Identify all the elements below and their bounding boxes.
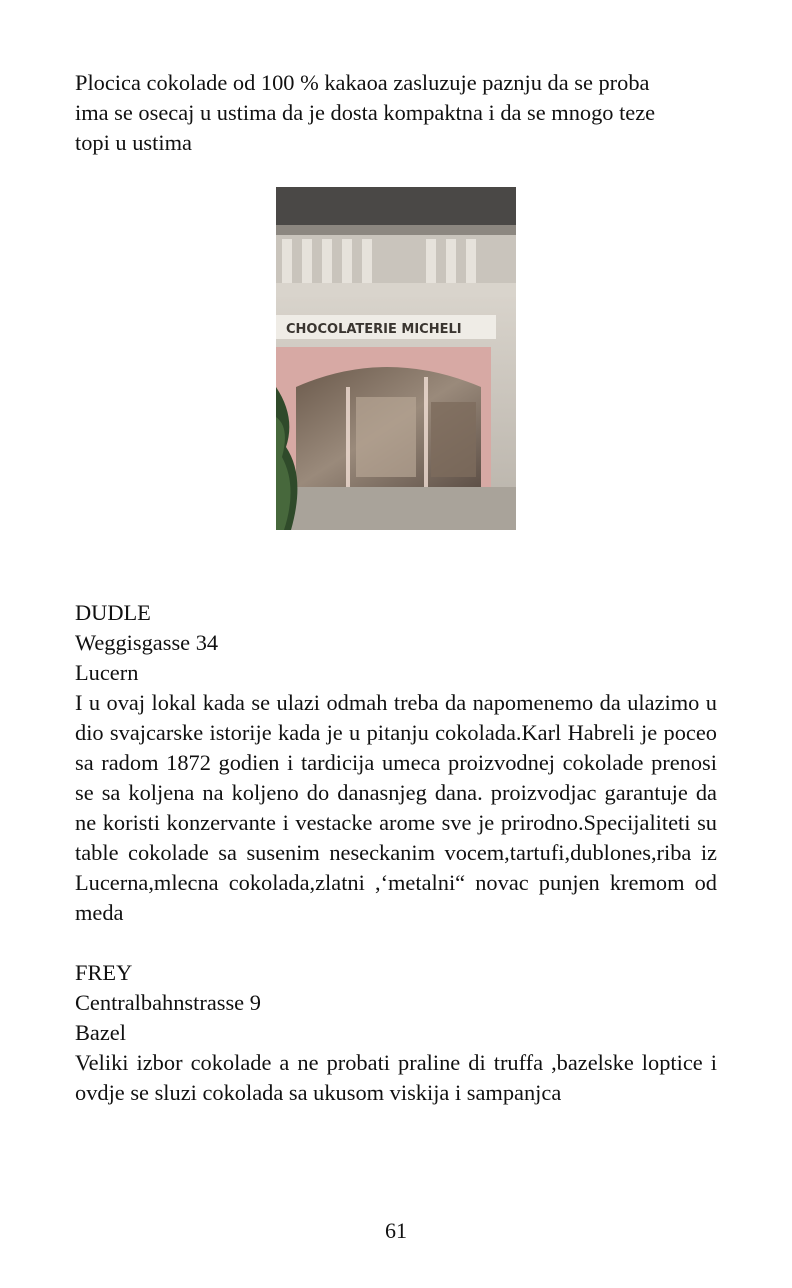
- storefront-sign-text: CHOCOLATERIE MICHELI: [286, 322, 462, 337]
- shop-address: Weggisgasse 34: [75, 630, 219, 655]
- shop-name: DUDLE: [75, 600, 151, 625]
- shop-name: FREY: [75, 960, 133, 985]
- dudle-description: I u ovaj lokal kada se ulazi odmah treba da napomenemo da ulazimo u dio svajcarske istorije kada je u pitanju cokolada.Karl Habreli je poceo sa radom 1872 godien i tardicija umeca proizvodnej cokolade prenosi se sa koljena na koljeno do danasnjeg dana. proizvodjac garantuje da ne koristi konzervante i vestacke arome sve je prirodno.Specijaliteti su table cokolade sa susenim neseckanim vocem,tartufi,dublones,riba iz Lucerna,mlecna cokolada,zlatni ,‘metalni“ novac punjen kremom od meda: [75, 690, 717, 925]
- shop-address: Centralbahnstrasse 9: [75, 990, 261, 1015]
- intro-line: Plocica cokolade od 100 % kakaoa zasluzuje paznju da se proba: [75, 70, 650, 95]
- dudle-heading-block: [75, 598, 717, 688]
- shop-city: Bazel: [75, 1020, 126, 1045]
- intro-line: ima se osecaj u ustima da je dosta kompaktna i da se mnogo teze: [75, 100, 656, 125]
- page-number: 61: [385, 1218, 407, 1243]
- chocolaterie-storefront-photo: [276, 187, 516, 530]
- frey-heading-block: [75, 958, 717, 1048]
- shop-city: Lucern: [75, 660, 139, 685]
- intro-line: topi u ustima: [75, 130, 192, 155]
- intro-paragraph: [75, 68, 717, 158]
- frey-description: Veliki izbor cokolade a ne probati praline di truffa ,bazelske loptice i ovdje se sluzi cokolada sa ukusom viskija i sampanjca: [75, 1050, 717, 1105]
